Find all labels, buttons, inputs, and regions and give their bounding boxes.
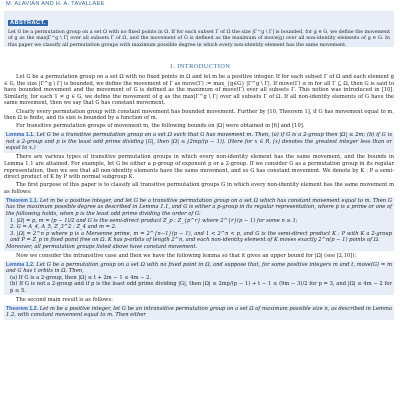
paragraph-transitive-bounds: For transitive permutation groups of movement m, the following bounds on |Ω| were obtained in [6] and [10]. bbox=[16, 123, 305, 130]
theorem-1-1-item: 2. G = A_4, A_5, Z_3^2 : Z_4 and m = 2. bbox=[10, 224, 117, 231]
lemma-1-1-text: Let G be a transitive permutation group on a set Ω such that G has movement m. Then, (a) if G is a 2-group then |Ω| ≤ 2m; (b) if G is not a 2-group and p is the least odd prime dividing |G|, then |Ω| ≤ ⌊2mp/(p − 1)⌋. (Here for x ∈ R, ⌊x⌋ denotes the greatest integer less than or equal to x.) bbox=[6, 132, 393, 152]
paragraph-second-result: The second main result is as follows: bbox=[16, 296, 113, 303]
theorem-1-2 bbox=[4, 305, 394, 319]
section-title: 1. INTRODUCTION bbox=[169, 63, 231, 70]
body-text bbox=[4, 74, 394, 321]
abstract-box bbox=[4, 11, 394, 47]
paragraph-examples: There are various types of transitive permutation groups in which every non-identity element has the same movement, and the bounds in Lemma 1.1 are attained. For example, let G be either a p-group of exponent p or a 2-group. If we consider G as a permutation group in its regular representation, then we see that all non-identity elements have the same movement, and so G has constant movement. We denote by K : P a semi-direct product of K by P with normal subgroup K. bbox=[4, 154, 394, 181]
lemma-1-2-text: Let G be a permutation group on a set Ω with no fixed point in Ω, and suppose that, for some positive integers m and t, move(G) = m and G has t orbits in Ω. Then, bbox=[6, 261, 392, 275]
theorem-1-1-heading: Theorem 1.1. bbox=[6, 197, 39, 204]
theorem-1-1-item: 1. |Ω| = p, m = (p − 1)/2 and G is the semi-direct product Z_p : Z_{p^r} where 2^{r}(p − 1) for some n ≥ 1; bbox=[10, 217, 298, 224]
lemma-1-2-item: (a) If G is a 2-group, then |Ω| ≤ t + 2m − 1 ≤ 4m − 2. bbox=[10, 274, 152, 281]
abstract-title: ABSTRACT. bbox=[10, 20, 46, 26]
theorem-1-1-item: 3. |Ω| = 2^n p where p is a Mersenne prime, m = 2^{n−1}(p − 1), and 1 < 2^n < p, and G is the semi-direct product K : P with K a 2-group and P = Z_p in fixed point free on Ω. K has p-orbits of length 2^n, and each non-identity element of K moves exactly 2^n(p − 1) points of Ω. bbox=[10, 230, 392, 244]
theorem-1-1 bbox=[4, 197, 394, 251]
lemma-1-1-heading: Lemma 1.1. bbox=[6, 132, 35, 139]
paragraph-movement-definition: Let G be a permutation group on a set Ω with no fixed points in Ω and let m be a positive integer. If for each subset Γ of Ω and each element g ∈ G, the size |Γ^g \ Γ| is bounded, we define the movement of Γ as move(Γ) := max_{g∈G} |Γ^g \ Γ|. If move(Γ) ≤ m for all Γ ⊆ Ω, then G is said to have bounded movement and the movement of G is defined as the maximum of move(Γ) over all subsets Γ. This notion was introduced in [10]. Similarly, for each 1 ≠ g ∈ G, we define the movement of g as the max|Γ^g \ Γ| over all subsets Γ of Ω. If all non-identity elements of G have the same movement, then we say that G has constant movement. bbox=[4, 74, 394, 107]
lemma-1-2 bbox=[4, 261, 394, 295]
theorem-1-1-text: Let m be a positive integer, and let G be a transitive permutation group on a set Ω which has constant movement equal to m. Then G has the maximum possible degree as described in Lemma 1.1, and G is either a p-group in its regular representation, where p is a prime or one of the following holds, when p is the least odd prime dividing the order of G: bbox=[6, 197, 392, 217]
running-header-authors: M. ALAVIAN AND H. A. TAVALLAEE bbox=[6, 1, 105, 7]
lemma-1-2-item: (b) If G is not a 2-group and if p is the least odd prime dividing |G|, then |Ω| ≤ 2mp/(p − 1) + t − 1 ≤ (9m − 3)/2 for p = 3, and |Ω| ≤ 4m − 2 for p ≥ 5. bbox=[10, 281, 392, 295]
lemma-1-1 bbox=[4, 132, 394, 153]
paragraph-purpose: The first purpose of this paper is to classify all transitive permutation groups G in which every non-identity element has the same movement m as follows: bbox=[4, 182, 394, 195]
theorem-1-1-tail: Moreover, all permutation groups listed above have constant movement. bbox=[6, 243, 198, 250]
paragraph-constant-movement: Clearly every permutation group with constant movement has bounded movement. Further by [10, Theorem 1], if G has movement equal to m, then Ω is finite, and its size is bounded by a function of m. bbox=[4, 108, 394, 122]
paragraph-intransitive: Now we consider the intransitive case and then we have the following lemma so that it gives an upper bound for |Ω| (see [2,10]): bbox=[16, 252, 357, 259]
theorem-1-2-text: Let m be a positive integer, let G be an intransitive permutation group on a set Ω of maximum possible size n, as described in Lemma 1.2, with constant movement equal to m. Then either bbox=[6, 305, 392, 319]
lemma-1-2-heading: Lemma 1.2. bbox=[6, 261, 35, 268]
abstract-text: Let G be a permutation group on a set Ω with no fixed points in Ω. If for each subset Γ of Ω the size |Γ^g \ Γ| is bounded, for g ∈ G, we define the movement of g as the max|Γ^g \ Γ| over all subsets Γ of Ω, and the movement of G is defined as the maximum of move(g) over all non-identity elements of g ∈ G. In this paper we classify all permutation groups with maximum possible degree in which every non-identity element has the same movement. bbox=[8, 30, 390, 48]
theorem-1-2-heading: Theorem 1.2. bbox=[6, 305, 39, 312]
